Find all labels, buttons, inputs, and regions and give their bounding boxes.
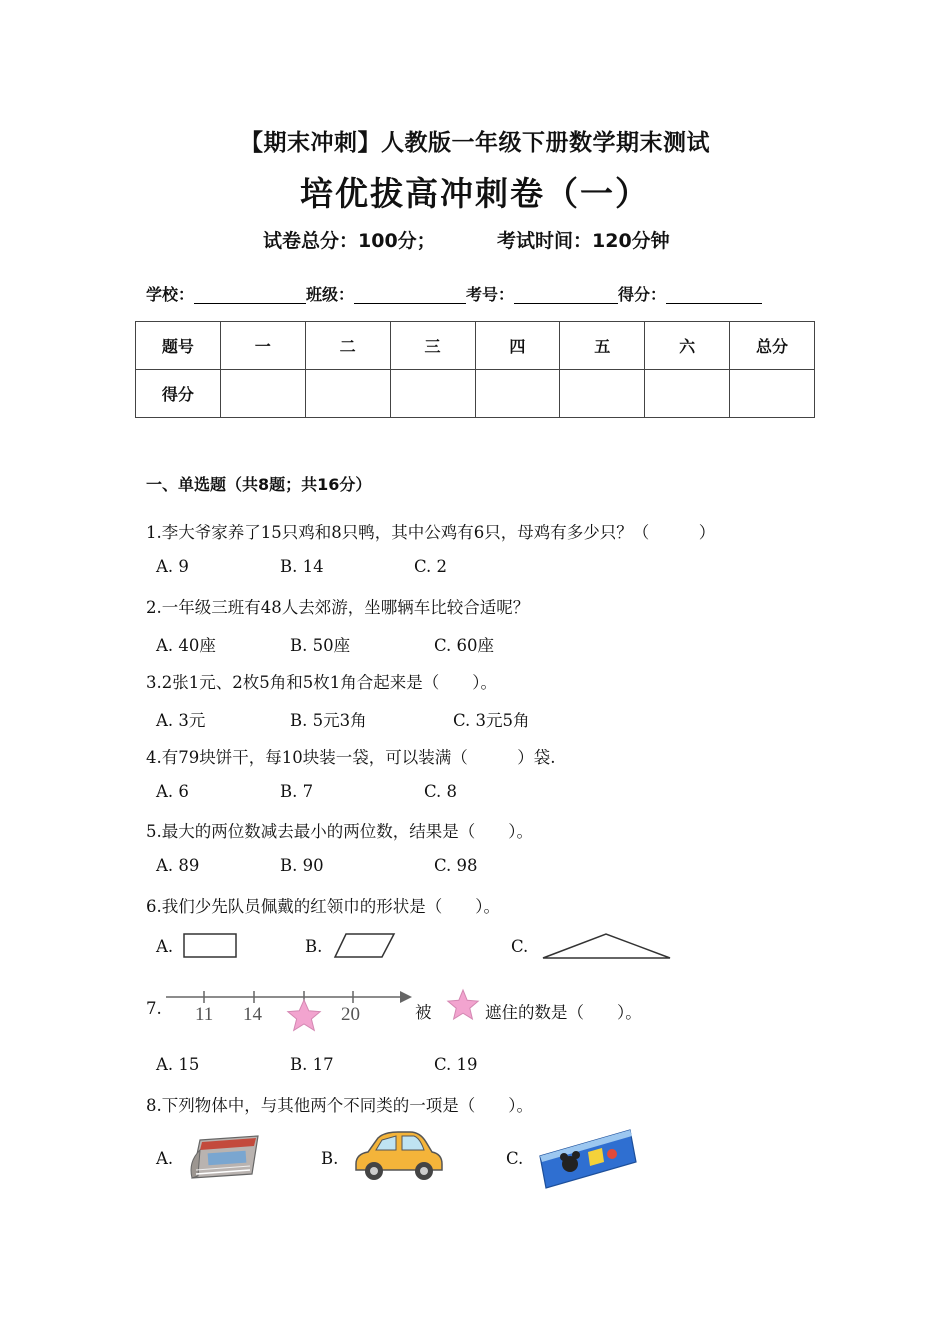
- question-4: 4.有79块饼干，每10块装一袋，可以装满（ ）袋.: [146, 748, 556, 767]
- exam-time: 考试时间：120分钟: [497, 230, 670, 252]
- option-a[interactable]: A. 89: [156, 856, 200, 875]
- star-icon: [445, 988, 481, 1024]
- question-6: 6.我们少先队员佩戴的红领巾的形状是（ ）。: [146, 897, 500, 916]
- class-label: 班级：: [306, 285, 355, 304]
- option-b[interactable]: B. 90: [280, 856, 324, 875]
- school-blank[interactable]: [194, 285, 306, 304]
- exam-no-label: 考号：: [466, 285, 515, 304]
- option-a[interactable]: A. 9: [156, 557, 189, 576]
- table-cell: 题号: [136, 322, 221, 370]
- question-7-mid: 被: [415, 1003, 432, 1022]
- option-c[interactable]: C. 3元5角: [453, 711, 530, 730]
- table-cell: 得分: [136, 370, 221, 418]
- school-label: 学校：: [146, 285, 195, 304]
- score-entry-cell[interactable]: [390, 370, 475, 418]
- score-entry-cell[interactable]: [560, 370, 645, 418]
- tick-label: 20: [341, 1004, 360, 1025]
- option-a[interactable]: A. 6: [156, 782, 189, 801]
- option-c[interactable]: C.: [506, 1149, 524, 1168]
- option-b[interactable]: B. 14: [280, 557, 324, 576]
- score-entry-cell[interactable]: [645, 370, 730, 418]
- option-a[interactable]: A.: [156, 937, 174, 956]
- question-3: 3.2张1元、2枚5角和5枚1角合起来是（ ）。: [146, 673, 497, 692]
- total-score: 试卷总分：100分；: [263, 230, 436, 252]
- score-label: 得分：: [618, 285, 667, 304]
- question-5: 5.最大的两位数减去最小的两位数，结果是（ ）。: [146, 822, 533, 841]
- option-b[interactable]: B. 50座: [290, 636, 351, 655]
- class-blank[interactable]: [354, 285, 466, 304]
- table-cell: 二: [305, 322, 390, 370]
- option-b[interactable]: B. 17: [290, 1055, 334, 1074]
- table-cell: 五: [560, 322, 645, 370]
- star-icon: [288, 1000, 320, 1030]
- table-row: [136, 370, 815, 418]
- table-cell: 三: [390, 322, 475, 370]
- question-8: 8.下列物体中，与其他两个不同类的一项是（ ）。: [146, 1096, 533, 1115]
- option-a[interactable]: A.: [156, 1149, 174, 1168]
- section-title: 一、单选题（共8题；共16分）: [146, 475, 372, 494]
- score-entry-cell[interactable]: [220, 370, 305, 418]
- question-1: 1.李大爷家养了15只鸡和8只鸭，其中公鸡有6只，母鸡有多少只？（ ）: [146, 523, 716, 542]
- table-row: [136, 322, 815, 370]
- option-c[interactable]: C. 60座: [434, 636, 495, 655]
- option-c[interactable]: C. 8: [424, 782, 458, 801]
- score-table: [135, 321, 815, 418]
- table-cell: 四: [475, 322, 560, 370]
- title-line1: 【期末冲刺】人教版一年级下册数学期末测试: [240, 130, 710, 156]
- score-entry-cell[interactable]: [475, 370, 560, 418]
- option-a[interactable]: A. 40座: [156, 636, 216, 655]
- option-b[interactable]: B. 7: [280, 782, 314, 801]
- exam-no-blank[interactable]: [514, 285, 618, 304]
- number-line: [160, 983, 415, 1039]
- car-icon: [350, 1128, 446, 1184]
- question-2: 2.一年级三班有48人去郊游，坐哪辆车比较合适呢？: [146, 598, 530, 617]
- info-line: [146, 282, 762, 305]
- option-c[interactable]: C. 98: [434, 856, 478, 875]
- table-cell: 六: [645, 322, 730, 370]
- option-c[interactable]: C.: [511, 937, 529, 956]
- table-cell: 一: [220, 322, 305, 370]
- option-a[interactable]: A. 3元: [156, 711, 206, 730]
- score-entry-cell[interactable]: [730, 370, 815, 418]
- score-blank[interactable]: [666, 285, 762, 304]
- option-c[interactable]: C. 2: [414, 557, 448, 576]
- option-b[interactable]: B. 5元3角: [290, 711, 367, 730]
- rectangle-shape: [181, 931, 241, 961]
- option-c[interactable]: C. 19: [434, 1055, 478, 1074]
- title-line2: 培优拔高冲刺卷（一）: [300, 174, 650, 213]
- book-icon: [186, 1132, 266, 1186]
- triangle-shape: [540, 931, 674, 961]
- option-b[interactable]: B.: [321, 1149, 339, 1168]
- parallelogram-shape: [332, 931, 398, 961]
- table-cell: 总分: [730, 322, 815, 370]
- pencil-case-icon: [536, 1126, 640, 1190]
- question-7-number: 7.: [146, 999, 162, 1018]
- option-a[interactable]: A. 15: [156, 1055, 200, 1074]
- question-7-text: 遮住的数是（ ）。: [485, 1003, 642, 1022]
- score-entry-cell[interactable]: [305, 370, 390, 418]
- option-b[interactable]: B.: [305, 937, 323, 956]
- tick-label: 14: [243, 1004, 262, 1025]
- tick-label: 11: [195, 1004, 214, 1025]
